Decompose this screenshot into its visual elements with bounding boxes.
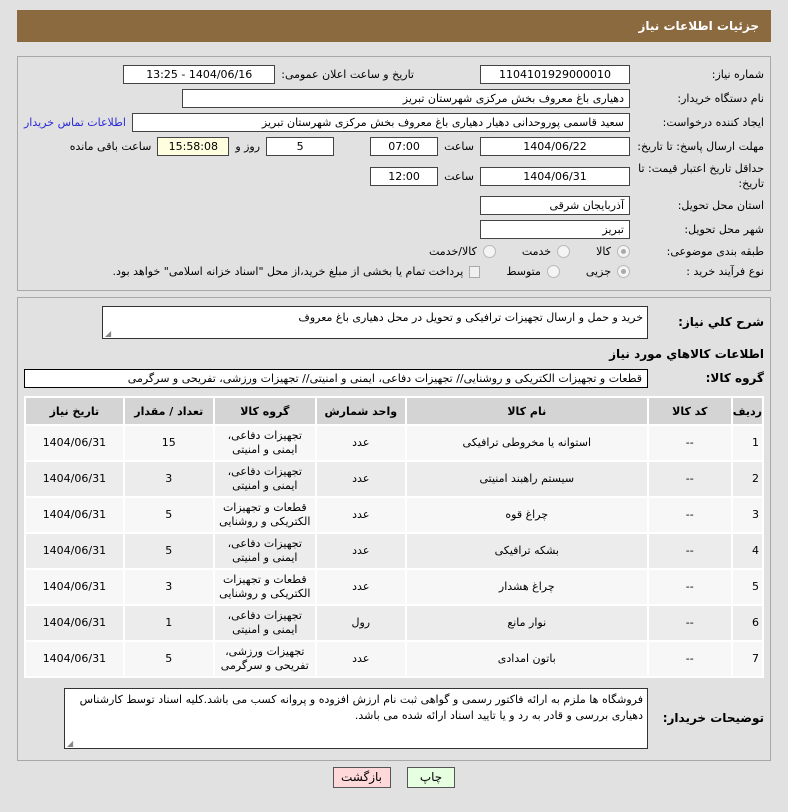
category-option-both: کالا/خدمت [429, 245, 477, 258]
need-number-row [24, 65, 764, 84]
cell-qty: 5 [125, 642, 213, 676]
table-row [26, 606, 762, 640]
table-row [26, 426, 762, 460]
table-header-row [26, 398, 762, 424]
cell-group: تجهیزات ورزشی، تفریحی و سرگرمی [215, 642, 315, 676]
cell-row: 6 [733, 606, 762, 640]
cell-qty: 3 [125, 570, 213, 604]
deadline-time-label: ساعت [444, 140, 474, 153]
group-row [24, 369, 764, 388]
table-row [26, 498, 762, 532]
notes-row [24, 688, 764, 749]
buyer-field[interactable]: دهیاری باغ معروف بخش مرکزی شهرستان تبریز [182, 89, 630, 108]
cell-unit: عدد [317, 462, 405, 496]
validity-time-field[interactable]: 12:00 [370, 167, 438, 186]
cell-code: -- [649, 642, 731, 676]
need-number-label: شماره نیاز: [711, 68, 764, 81]
section-title: اطلاعات کالاهاي مورد نیاز [609, 347, 764, 361]
cell-code: -- [649, 426, 731, 460]
category-label: طبقه بندی موضوعی: [666, 245, 764, 258]
category-radio-service[interactable] [557, 245, 570, 258]
resize-grip-icon[interactable]: ◢ [105, 329, 112, 338]
category-radio-goods[interactable] [617, 245, 630, 258]
cell-date: 1404/06/31 [26, 462, 123, 496]
cell-row: 2 [733, 462, 762, 496]
process-option-medium: متوسط [506, 265, 541, 278]
back-button[interactable]: بازگشت [333, 767, 391, 788]
process-row [24, 264, 764, 279]
cell-row: 4 [733, 534, 762, 568]
treasury-checkbox[interactable] [469, 266, 480, 278]
table-row [26, 534, 762, 568]
cell-date: 1404/06/31 [26, 426, 123, 460]
col-row: ردیف [733, 398, 762, 424]
notes-label: توضیحات خریدار: [662, 711, 764, 725]
category-option-goods: کالا [596, 245, 611, 258]
cell-qty: 5 [125, 498, 213, 532]
cell-group: تجهیزات دفاعی، ایمنی و امنیتی [215, 534, 315, 568]
cell-group: قطعات و تجهیزات الکتریکی و روشنایی [215, 498, 315, 532]
cell-unit: عدد [317, 426, 405, 460]
deadline-row [24, 137, 764, 156]
cell-name: نوار مانع [407, 606, 647, 640]
cell-group: قطعات و تجهیزات الکتریکی و روشنایی [215, 570, 315, 604]
need-number-field[interactable]: 1104101929000010 [480, 65, 630, 84]
description-row [24, 306, 764, 339]
validity-date-field[interactable]: 1404/06/31 [480, 167, 630, 186]
section-title-row [24, 347, 764, 361]
deadline-label: مهلت ارسال پاسخ: تا تاریخ: [637, 140, 764, 153]
cell-unit: عدد [317, 498, 405, 532]
province-label: استان محل تحویل: [677, 199, 764, 212]
items-table [24, 396, 764, 678]
cell-unit: عدد [317, 570, 405, 604]
cell-qty: 3 [125, 462, 213, 496]
cell-row: 5 [733, 570, 762, 604]
cell-code: -- [649, 498, 731, 532]
validity-time-label: ساعت [444, 169, 474, 183]
col-unit: واحد شمارش [317, 398, 405, 424]
description-textarea[interactable] [102, 306, 648, 339]
city-label: شهر محل تحویل: [684, 223, 764, 236]
cell-qty: 15 [125, 426, 213, 460]
process-radio-medium[interactable] [547, 265, 560, 278]
cell-qty: 5 [125, 534, 213, 568]
remaining-time-field: 15:58:08 [157, 137, 229, 156]
cell-name: بشکه ترافیکی [407, 534, 647, 568]
payment-note: پرداخت تمام یا بخشی از مبلغ خرید،از محل "اسناد خزانه اسلامی" خواهد بود. [112, 265, 464, 278]
creator-row [24, 113, 764, 132]
cell-date: 1404/06/31 [26, 570, 123, 604]
validity-row [24, 161, 764, 191]
cell-name: سیستم راهبند امنیتی [407, 462, 647, 496]
cell-date: 1404/06/31 [26, 498, 123, 532]
cell-date: 1404/06/31 [26, 534, 123, 568]
table-row [26, 570, 762, 604]
cell-date: 1404/06/31 [26, 606, 123, 640]
col-name: نام کالا [407, 398, 647, 424]
days-label: روز و [235, 140, 261, 153]
creator-label: ایجاد کننده درخواست: [662, 116, 764, 129]
cell-unit: رول [317, 606, 405, 640]
cell-code: -- [649, 534, 731, 568]
page-header: جزئیات اطلاعات نیاز [17, 10, 771, 42]
table-row [26, 642, 762, 676]
info-panel [17, 56, 771, 291]
group-field[interactable]: قطعات و تجهیزات الکتریکی و روشنایی// تجهیزات دفاعی، ایمنی و امنیتی// تجهیزات ورزشی، تفریحی و سرگرمی [24, 369, 648, 388]
buyer-row [24, 89, 764, 108]
table-row [26, 462, 762, 496]
creator-field[interactable]: سعید قاسمی پوروحدانی دهیار دهیاری باغ معروف بخش مرکزی شهرستان تبریز [132, 113, 630, 132]
cell-date: 1404/06/31 [26, 642, 123, 676]
cell-qty: 1 [125, 606, 213, 640]
cell-row: 7 [733, 642, 762, 676]
days-field[interactable]: 5 [266, 137, 334, 156]
cell-code: -- [649, 570, 731, 604]
description-label: شرح کلي نیاز: [678, 315, 764, 329]
resize-grip-icon[interactable]: ◢ [67, 739, 74, 748]
deadline-date-field[interactable]: 1404/06/22 [480, 137, 630, 156]
print-button[interactable]: چاپ [407, 767, 455, 788]
announce-field[interactable]: 1404/06/16 - 13:25 [123, 65, 275, 84]
remaining-label: ساعت باقی مانده [69, 140, 152, 153]
cell-code: -- [649, 606, 731, 640]
buyer-contact-link[interactable]: اطلاعات تماس خریدار [24, 116, 126, 129]
cell-group: تجهیزات دفاعی، ایمنی و امنیتی [215, 426, 315, 460]
cell-group: تجهیزات دفاعی، ایمنی و امنیتی [215, 462, 315, 496]
validity-label: حداقل تاریخ اعتبار قیمت: تا تاریخ: [638, 162, 764, 190]
cell-code: -- [649, 462, 731, 496]
buyer-label: نام دستگاه خریدار: [677, 92, 764, 105]
announce-label: تاریخ و ساعت اعلان عمومی: [281, 68, 414, 81]
col-date: تاریخ نیاز [26, 398, 123, 424]
city-row [24, 220, 764, 239]
province-field[interactable]: آذربایجان شرقی [480, 196, 630, 215]
province-row [24, 196, 764, 215]
cell-group: تجهیزات دفاعی، ایمنی و امنیتی [215, 606, 315, 640]
notes-textarea[interactable] [64, 688, 648, 749]
category-option-service: خدمت [521, 245, 552, 258]
notes-text: فروشگاه ها ملزم به ارائه فاکتور رسمی و گواهی ثبت نام ارزش افزوده و پروانه کسب می باشد.کلیه اسناد توسط کارشناس دهیاری بررسی و قادر به رد و یا تایید اسناد ارائه شده می باشد. [79, 693, 643, 722]
cell-name: چراغ قوه [407, 498, 647, 532]
category-row [24, 244, 764, 259]
cell-unit: عدد [317, 642, 405, 676]
col-code: کد کالا [649, 398, 731, 424]
cell-row: 1 [733, 426, 762, 460]
cell-name: استوانه یا مخروطی ترافیکی [407, 426, 647, 460]
cell-name: باتون امدادی [407, 642, 647, 676]
process-option-minor: جزیی [585, 265, 611, 278]
button-bar [17, 767, 771, 788]
description-text: خرید و حمل و ارسال تجهیزات ترافیکی و تحویل در محل دهیاری باغ معروف [298, 311, 643, 324]
cell-row: 3 [733, 498, 762, 532]
cell-unit: عدد [317, 534, 405, 568]
category-radio-both[interactable] [483, 245, 496, 258]
city-field[interactable]: تبریز [480, 220, 630, 239]
deadline-time-field[interactable]: 07:00 [370, 137, 438, 156]
details-panel [17, 297, 771, 761]
col-group: گروه کالا [215, 398, 315, 424]
group-label: گروه کالا: [705, 371, 764, 385]
process-radio-minor[interactable] [617, 265, 630, 278]
process-label: نوع فرآیند خرید : [686, 265, 764, 278]
cell-name: چراغ هشدار [407, 570, 647, 604]
col-qty: تعداد / مقدار [125, 398, 213, 424]
